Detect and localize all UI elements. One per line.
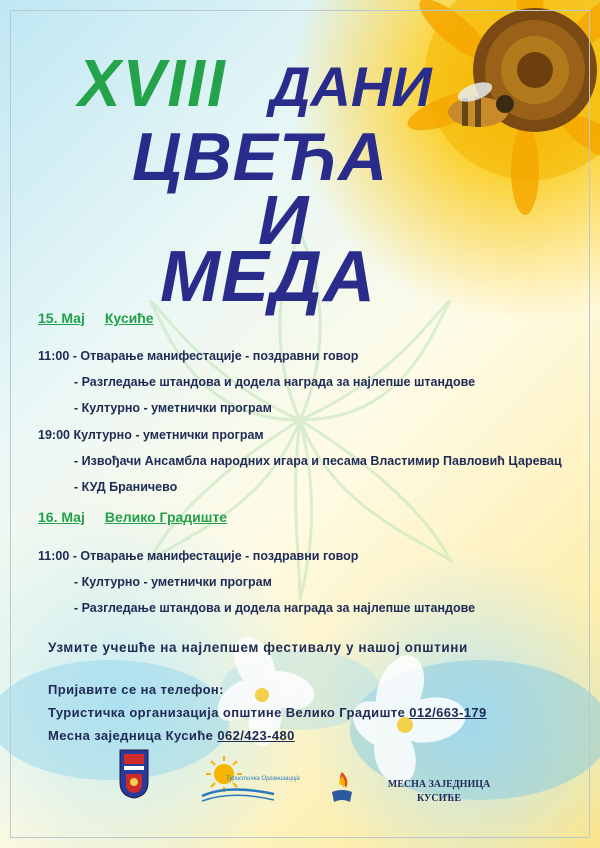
schedule-item: 11:00 - Отварање манифестације - поздравни говор	[38, 549, 359, 563]
schedule-item: - КУД Браничево	[74, 480, 178, 494]
schedule-item: 19:00 Културно - уметнички програм	[38, 428, 264, 442]
contact-local-label: Месна заједница Кусиће	[48, 728, 214, 743]
title-line-1: ДАНИ	[270, 55, 432, 118]
tourism-organization-logo-text: Туристичка Организација	[226, 776, 300, 782]
schedule-item: - Извођачи Ансамбла народних игара и песама Властимир Павловић Царевац	[74, 454, 562, 468]
day-2-date: 16. Мај	[38, 509, 85, 525]
contact-local	[48, 728, 295, 743]
schedule-item: - Културно - уметнички програм	[74, 401, 272, 415]
schedule-item: - Културно - уметнички програм	[74, 575, 272, 589]
mesna-line-2: КУСИЋЕ	[416, 793, 462, 804]
schedule-item: - Разгледање штандова и додела награда за најлепше штандове	[74, 601, 476, 615]
day-2-place: Велико Градиште	[104, 509, 228, 525]
contact-heading: Пријавите се на телефон:	[48, 682, 224, 697]
poster-title	[0, 0, 600, 320]
contact-local-phone: 062/423-480	[217, 728, 295, 743]
title-line-3: И	[258, 181, 309, 259]
local-community-logo	[384, 778, 494, 806]
contact-tourism-label: Туристичка организација општине Велико Градиште	[48, 705, 406, 720]
day-2-heading	[38, 509, 227, 525]
day-1-heading	[38, 310, 154, 326]
mesna-line-1: МЕСНА ЗАЈЕДНИЦА	[387, 779, 491, 790]
schedule-item: - Разгледање штандова и додела награда за најлепше штандове	[74, 375, 476, 389]
title-line-2: ЦВЕЋА	[132, 119, 389, 195]
invitation-text: Узмите учешће на најлепшем фестивалу у нашој општини	[48, 640, 468, 655]
schedule-item: 11:00 - Отварање манифестације - поздравни говор	[38, 349, 359, 363]
flame-emblem-icon	[330, 770, 354, 804]
day-1-place: Кусиће	[104, 310, 154, 326]
edition-number: XVIII	[78, 45, 227, 121]
day-1-date: 15. Мај	[38, 310, 85, 326]
contact-tourism	[48, 705, 487, 720]
contact-tourism-phone: 012/663-179	[409, 705, 487, 720]
municipality-crest-icon	[118, 748, 150, 800]
title-line-4: МЕДА	[160, 237, 376, 317]
